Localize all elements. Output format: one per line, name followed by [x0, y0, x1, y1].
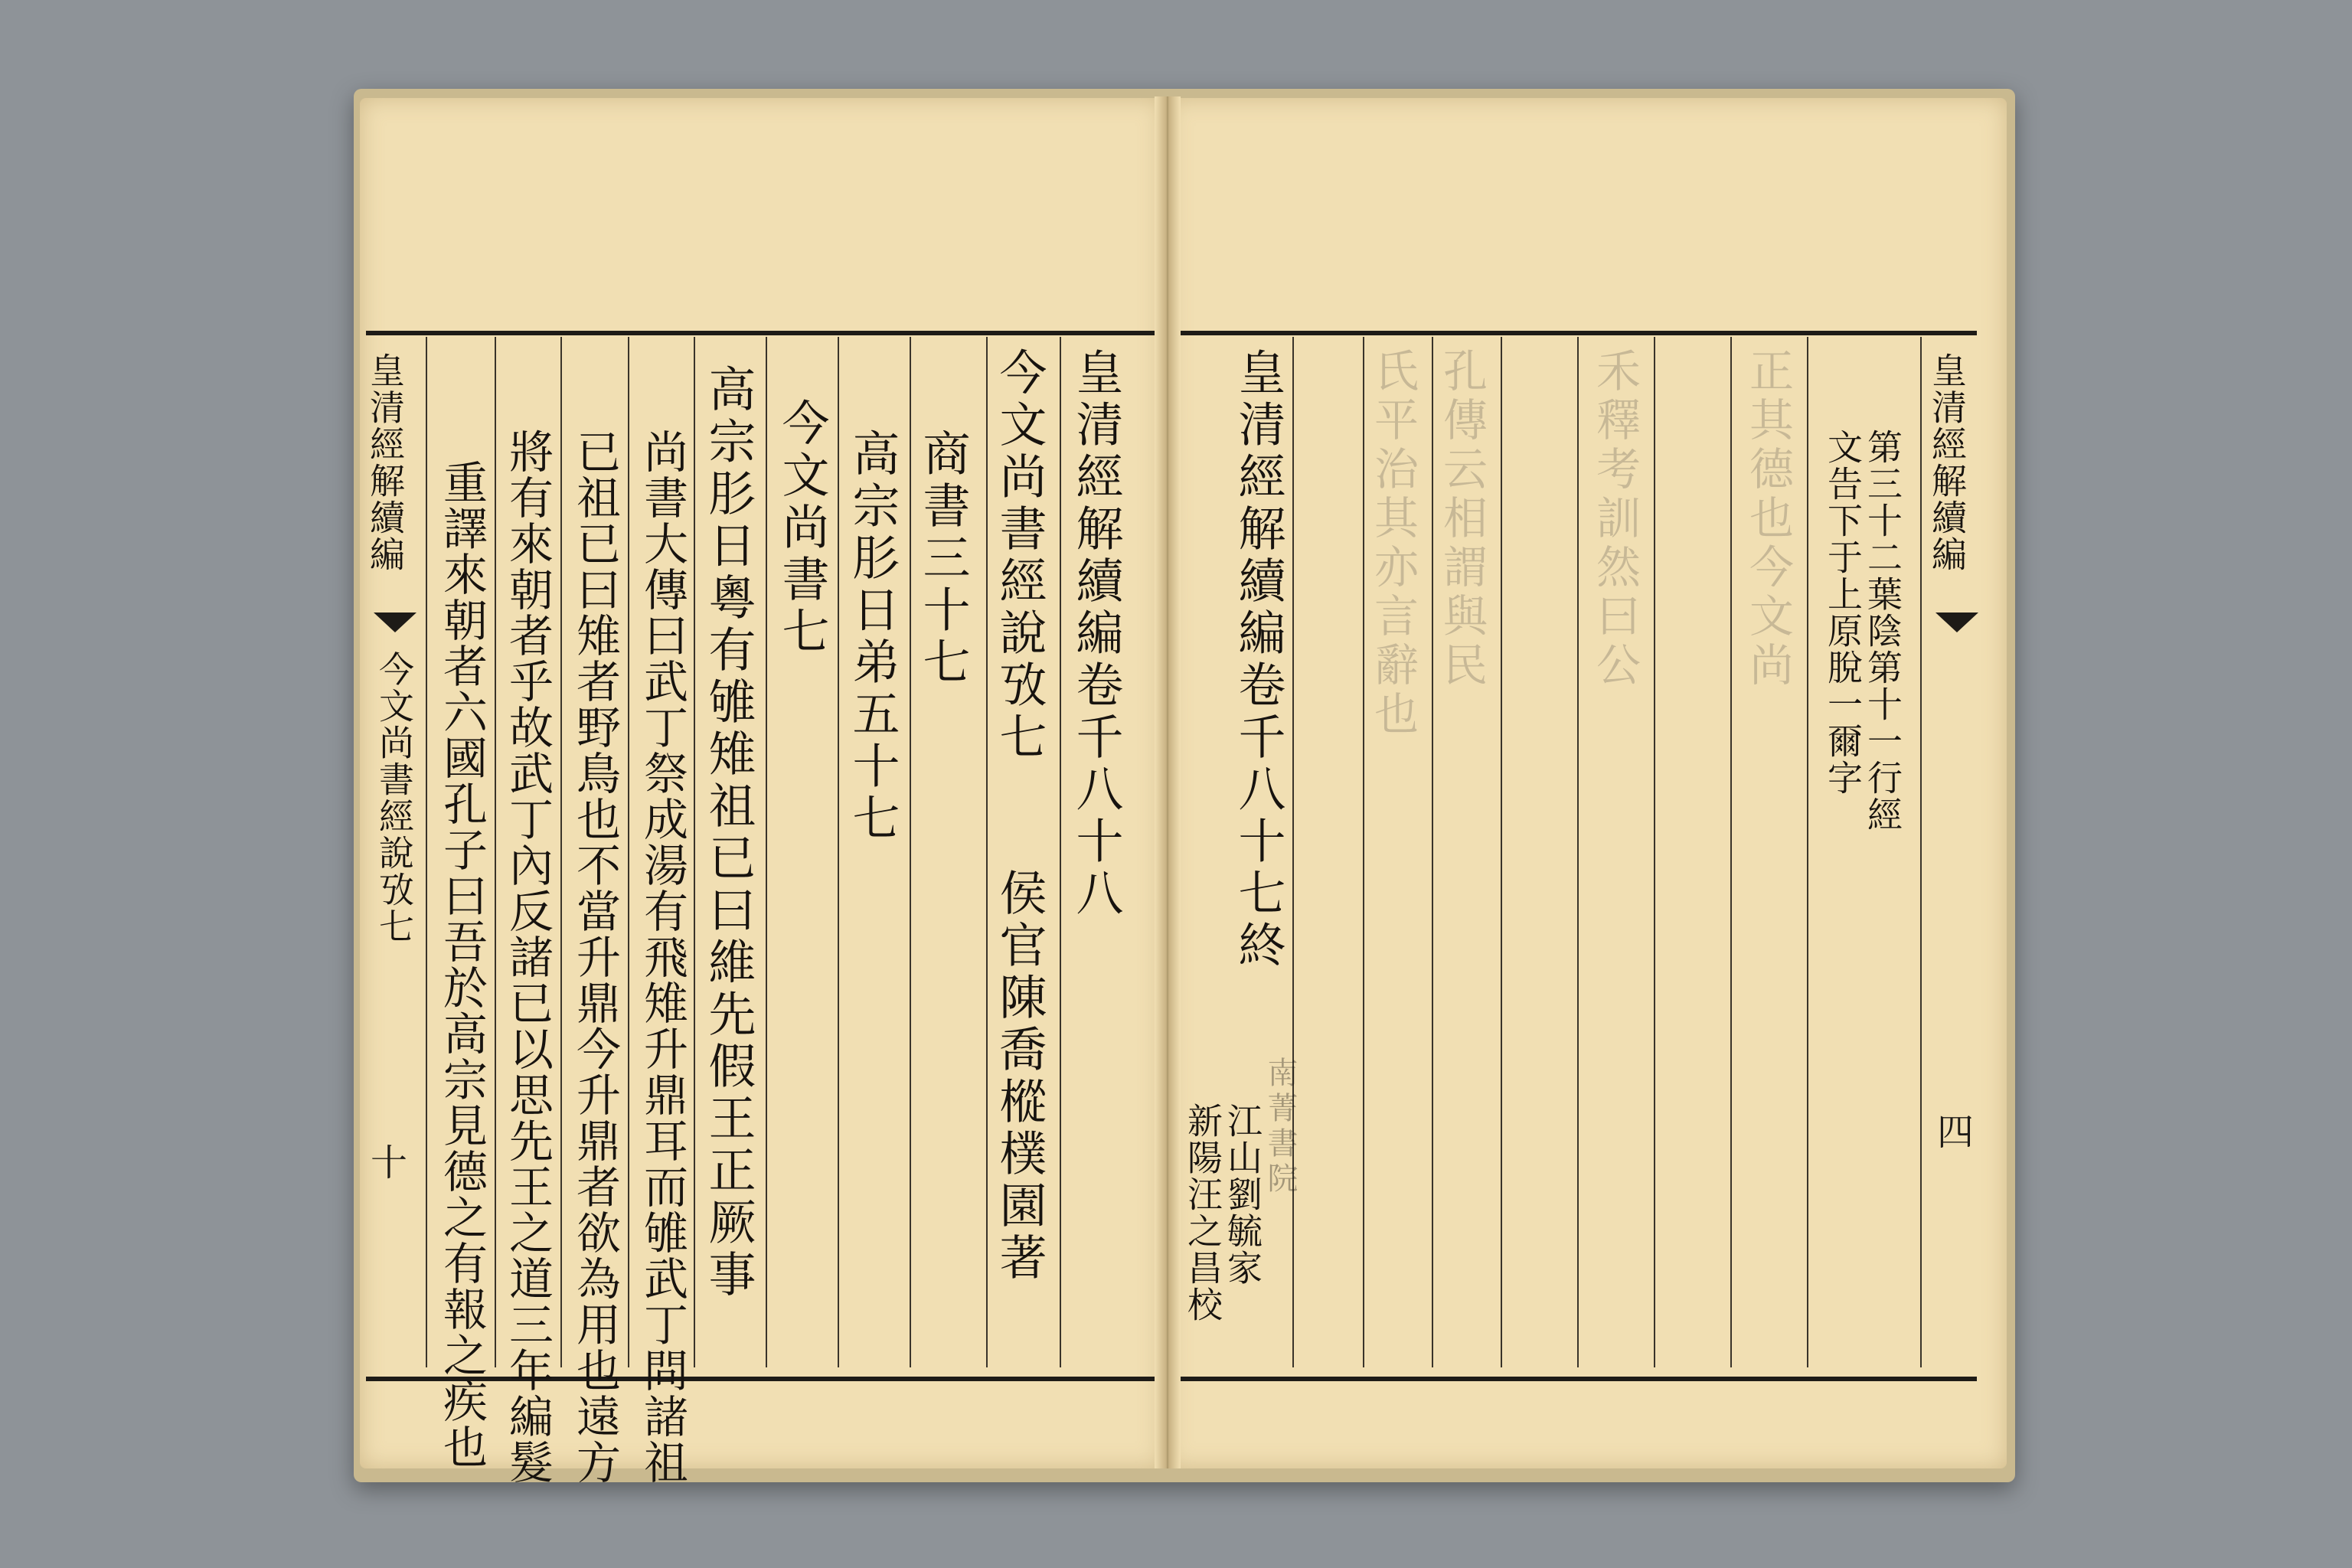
- text-column-4: 高宗肜日弟五十七: [844, 429, 900, 845]
- colophon-column-1: 皇清經解續編卷千八十七終: [1230, 348, 1286, 972]
- column-rule: [426, 337, 427, 1367]
- column-rule: [1060, 337, 1061, 1367]
- bleed-through-text: 禾釋考訓然曰公: [1589, 348, 1641, 691]
- text-column-3: 商書三十七: [915, 429, 971, 689]
- text-column-10: 重譯來朝者六國孔子曰吾於高宗見德之有報之疾也: [436, 459, 488, 1470]
- book-gutter: [1155, 96, 1181, 1468]
- column-rule: [1363, 337, 1364, 1367]
- text-column-6: 高宗肜日粵有雊雉祖已曰維先假王正厥事: [701, 364, 756, 1302]
- bleed-through-text: 氏平治其亦言辭也: [1367, 348, 1419, 740]
- column-rule: [1654, 337, 1655, 1367]
- column-rule: [1807, 337, 1808, 1367]
- text-column-9: 將有來朝者乎故武丁內反諸已以思先王之道三年編髮: [501, 429, 554, 1485]
- bleed-through-text: 孔傳云相謂與民: [1436, 348, 1488, 691]
- column-rule: [694, 337, 695, 1367]
- right-margin-title: 皇清經解續編: [1926, 352, 1968, 573]
- errata-line-1: 第三十二葉陰第十一行經: [1862, 429, 1903, 833]
- left-margin-title: 皇清經解續編: [364, 352, 406, 573]
- fish-tail-mark: [1936, 612, 1978, 632]
- column-rule: [560, 337, 562, 1367]
- column-rule: [838, 337, 839, 1367]
- left-leaf-number: 十: [371, 1142, 408, 1184]
- column-rule: [1501, 337, 1502, 1367]
- column-rule: [495, 337, 496, 1367]
- column-rule: [1577, 337, 1579, 1367]
- column-rule: [1292, 337, 1294, 1367]
- bleed-mark: 南菁書院: [1263, 1057, 1298, 1197]
- fish-tail-mark: [374, 612, 416, 632]
- column-rule: [1730, 337, 1732, 1367]
- column-rule: [766, 337, 767, 1367]
- text-column-2: 今文尚書經說攷七 侯官陳喬樅樸園著: [991, 348, 1047, 1285]
- colophon-proofreader-2: 新陽汪之昌校: [1182, 1102, 1223, 1323]
- column-rule: [910, 337, 911, 1367]
- text-column-7: 尚書大傳曰武丁祭成湯有飛雉升鼎耳而雊武丁問諸祖: [636, 429, 688, 1485]
- text-column-5: 今文尚書七: [774, 398, 830, 658]
- left-margin-subtitle: 今文尚書經說攷七: [374, 651, 415, 945]
- text-column-1: 皇清經解續編卷千八十八: [1068, 348, 1124, 920]
- bleed-through-text: 正其德也今文尚: [1742, 348, 1794, 691]
- column-rule: [1920, 337, 1922, 1367]
- column-rule: [1432, 337, 1433, 1367]
- column-rule: [628, 337, 629, 1367]
- text-column-8: 已祖已曰雉者野鳥也不當升鼎今升鼎者欲為用也遠方: [569, 429, 621, 1485]
- errata-line-2: 文告下于上原脫一爾字: [1822, 429, 1864, 796]
- colophon-proofreader-1: 江山劉毓家: [1222, 1102, 1263, 1286]
- column-rule: [986, 337, 988, 1367]
- right-leaf-number: 四: [1937, 1111, 1975, 1154]
